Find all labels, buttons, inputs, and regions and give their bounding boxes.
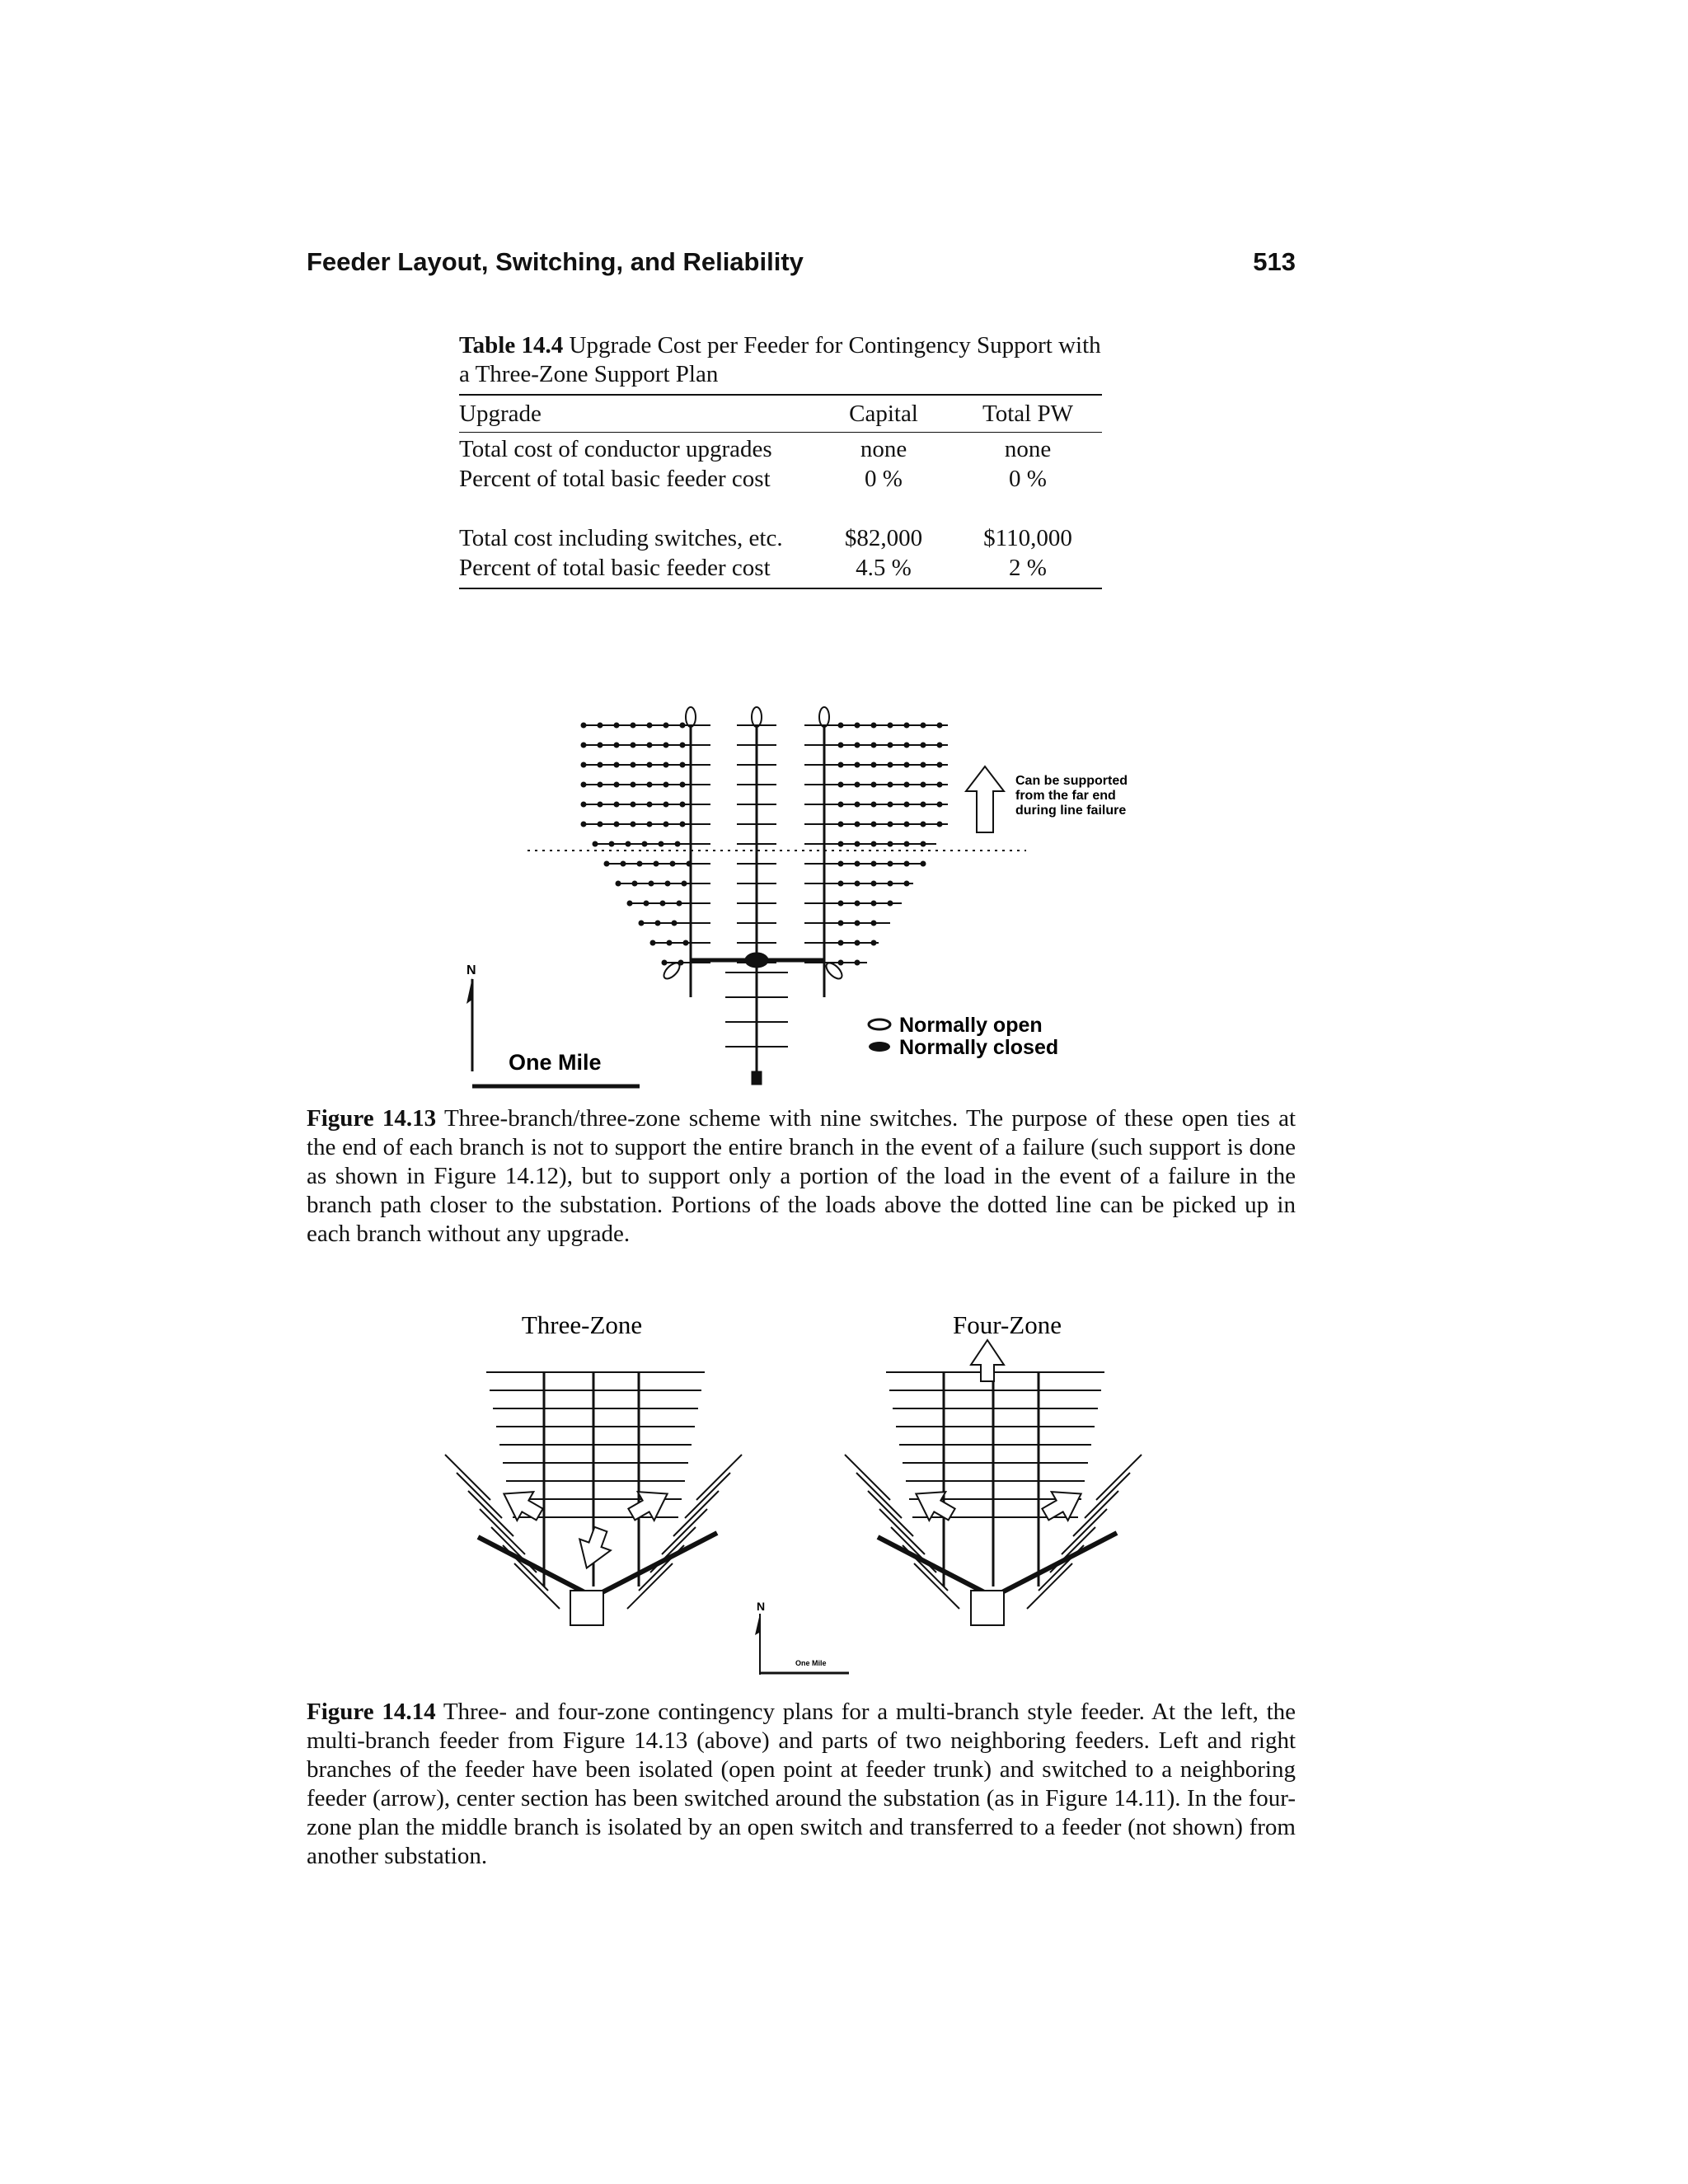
closed-switch-icon — [745, 953, 768, 968]
load-point — [838, 960, 843, 965]
lateral-line — [685, 1473, 730, 1518]
load-point — [888, 841, 893, 846]
load-point — [598, 762, 603, 767]
load-point — [904, 881, 909, 886]
load-point — [614, 762, 619, 767]
scale-label: One Mile — [795, 1659, 827, 1667]
load-point — [631, 762, 635, 767]
load-point — [838, 881, 843, 886]
load-point — [581, 802, 586, 807]
table-cell: $82,000 — [844, 525, 923, 551]
load-point — [581, 723, 586, 728]
three-zone-feeder — [445, 1372, 742, 1609]
legend-normally-open: Normally open — [899, 1014, 1043, 1037]
load-point — [593, 841, 598, 846]
load-point — [663, 743, 668, 748]
load-point — [598, 822, 603, 827]
load-point — [888, 822, 893, 827]
load-point — [654, 861, 659, 866]
load-point — [888, 861, 893, 866]
load-point — [937, 762, 942, 767]
load-point — [631, 743, 635, 748]
load-point — [855, 743, 860, 748]
transfer-arrow-icon — [623, 1479, 675, 1529]
transfer-arrow-icon — [907, 1479, 959, 1529]
substation-box — [971, 1591, 1004, 1625]
chapter-title: Feeder Layout, Switching, and Reliability — [307, 247, 804, 276]
north-label: N — [757, 1600, 766, 1613]
load-point — [677, 901, 682, 906]
load-point — [937, 802, 942, 807]
lateral-line — [868, 1491, 913, 1536]
load-point — [888, 782, 893, 787]
load-point — [581, 822, 586, 827]
lateral-line — [457, 1473, 502, 1518]
load-point — [871, 861, 876, 866]
load-point — [639, 921, 644, 926]
page-number: 513 — [1253, 247, 1296, 276]
lateral-line — [673, 1491, 719, 1536]
load-point — [937, 782, 942, 787]
neighbor-feeder-line — [878, 1537, 989, 1595]
load-point — [904, 723, 909, 728]
load-point — [904, 762, 909, 767]
figure-label: Figure 14.13 — [307, 1105, 437, 1132]
table-cell: 0 % — [865, 466, 903, 492]
load-point — [871, 841, 876, 846]
load-point — [838, 782, 843, 787]
load-point — [614, 822, 619, 827]
load-point — [644, 901, 649, 906]
col-header-capital: Capital — [849, 401, 918, 427]
load-point — [937, 743, 942, 748]
lateral-line — [856, 1473, 902, 1518]
closed-switch-legend-icon — [869, 1042, 890, 1052]
substation-icon — [752, 1071, 762, 1085]
col-header-upgrade: Upgrade — [459, 401, 542, 427]
load-point — [631, 822, 635, 827]
open-switch-icon — [752, 707, 762, 727]
load-point — [921, 782, 926, 787]
load-point — [604, 861, 609, 866]
table-caption-label: Table 14.4 — [459, 332, 564, 359]
lateral-line — [1096, 1455, 1142, 1500]
open-switch-icon — [819, 707, 829, 727]
load-point — [642, 841, 647, 846]
load-point — [680, 802, 685, 807]
load-point — [647, 743, 652, 748]
legend-normally-closed: Normally closed — [899, 1036, 1059, 1059]
load-point — [904, 802, 909, 807]
load-point — [621, 861, 626, 866]
lateral-line — [696, 1455, 742, 1500]
neighbor-feeder-line — [598, 1533, 717, 1595]
table-cell: $110,000 — [983, 525, 1072, 551]
figure-14-13-diagram — [467, 707, 1128, 1086]
load-point — [921, 861, 926, 866]
load-point — [626, 841, 631, 846]
load-point — [855, 940, 860, 945]
load-point — [650, 940, 655, 945]
four-zone-feeder — [845, 1372, 1142, 1609]
load-point — [838, 921, 843, 926]
load-point — [871, 940, 876, 945]
load-point — [921, 822, 926, 827]
load-point — [663, 802, 668, 807]
load-point — [871, 762, 876, 767]
load-point — [855, 782, 860, 787]
load-point — [662, 960, 667, 965]
load-point — [904, 782, 909, 787]
load-point — [838, 743, 843, 748]
load-point — [888, 762, 893, 767]
load-point — [921, 743, 926, 748]
load-point — [631, 802, 635, 807]
figure-14-13-caption — [307, 1104, 1296, 1249]
load-point — [855, 901, 860, 906]
load-point — [680, 723, 685, 728]
load-point — [855, 802, 860, 807]
load-point — [904, 841, 909, 846]
load-point — [637, 861, 642, 866]
load-point — [647, 782, 652, 787]
load-point — [614, 723, 619, 728]
load-point — [888, 881, 893, 886]
table-cell: Percent of total basic feeder cost — [459, 555, 771, 581]
load-point — [921, 802, 926, 807]
load-point — [937, 822, 942, 827]
neighbor-feeder-line — [997, 1533, 1117, 1595]
up-arrow-icon — [966, 766, 1004, 832]
table-cell: Total cost of conductor upgrades — [459, 436, 772, 462]
load-point — [937, 723, 942, 728]
load-point — [667, 940, 672, 945]
lateral-line — [445, 1455, 490, 1500]
load-point — [855, 762, 860, 767]
load-point — [680, 782, 685, 787]
load-point — [649, 881, 654, 886]
load-point — [614, 782, 619, 787]
load-point — [598, 743, 603, 748]
col-header-total-pw: Total PW — [982, 401, 1073, 427]
annotation-line: Can be supported — [1015, 774, 1128, 788]
table-caption-text: Upgrade Cost per Feeder for Contingency Support with a Three-Zone Support Plan — [459, 332, 1101, 387]
table-cell: Total cost including switches, etc. — [459, 525, 783, 551]
transfer-arrow-icon — [495, 1479, 547, 1529]
load-point — [888, 723, 893, 728]
load-point — [904, 743, 909, 748]
load-point — [680, 822, 685, 827]
load-point — [871, 743, 876, 748]
load-point — [665, 881, 670, 886]
load-point — [682, 881, 687, 886]
table-cell: none — [860, 436, 907, 462]
load-point — [614, 802, 619, 807]
load-point — [888, 802, 893, 807]
open-switch-icon — [686, 707, 696, 727]
load-point — [631, 782, 635, 787]
figure-label: Figure 14.14 — [307, 1699, 436, 1725]
load-point — [921, 723, 926, 728]
load-point — [598, 782, 603, 787]
feeder-network — [581, 707, 948, 1085]
load-point — [888, 901, 893, 906]
load-point — [632, 881, 637, 886]
lateral-line — [1085, 1473, 1130, 1518]
neighbor-feeder-line — [478, 1537, 589, 1595]
substation-box — [570, 1591, 603, 1625]
load-point — [871, 822, 876, 827]
load-point — [581, 762, 586, 767]
annotation-line: during line failure — [1015, 804, 1127, 818]
load-point — [904, 822, 909, 827]
table-cell: Percent of total basic feeder cost — [459, 466, 771, 492]
caption-text: Three-branch/three-zone scheme with nine switches. The purpose of these open ties at the end of each branch is not to support the entire branch in the event of a failure (such support is done as shown in Figure 14.12), but to support only a portion of the load in the event of a failure in the branch path closer to the substation. Portions of the loads above the dotted line can be picked up in each branch without any upgrade. — [307, 1105, 1296, 1247]
load-point — [675, 841, 680, 846]
load-point — [670, 861, 675, 866]
transfer-arrow-icon — [1037, 1479, 1089, 1529]
load-point — [855, 822, 860, 827]
load-point — [631, 723, 635, 728]
load-point — [855, 881, 860, 886]
load-point — [672, 921, 677, 926]
load-point — [647, 723, 652, 728]
table-cell: 0 % — [1009, 466, 1047, 492]
load-point — [888, 743, 893, 748]
load-point — [659, 841, 663, 846]
three-zone-title: Three-Zone — [521, 1310, 643, 1339]
load-point — [871, 802, 876, 807]
load-point — [838, 762, 843, 767]
load-point — [663, 762, 668, 767]
load-point — [616, 881, 621, 886]
north-label: N — [467, 963, 476, 977]
load-point — [855, 723, 860, 728]
load-point — [680, 743, 685, 748]
load-point — [614, 743, 619, 748]
load-point — [581, 743, 586, 748]
load-point — [838, 841, 843, 846]
load-point — [663, 822, 668, 827]
load-point — [683, 940, 688, 945]
caption-text: Three- and four-zone contingency plans for a multi-branch style feeder. At the left, the multi-branch feeder from Figure 14.13 (above) and parts of two neighboring feeders. Left and right branches of the feeder have been isolated (open point at feeder trunk) and switched to a neighboring feeder (arrow), center section has been switched around the substation (as in Figure 14.11). In the four-zone plan the middle branch is isolated by an open switch and transferred to a feeder (not shown) from another substation. — [307, 1699, 1296, 1869]
figure-14-14-diagram — [445, 1310, 1142, 1675]
load-point — [871, 921, 876, 926]
table-cell: 2 % — [1009, 555, 1047, 581]
load-point — [627, 901, 632, 906]
load-point — [598, 723, 603, 728]
load-point — [921, 841, 926, 846]
scale-label: One Mile — [509, 1050, 602, 1075]
load-point — [838, 861, 843, 866]
load-point — [680, 762, 685, 767]
load-point — [855, 921, 860, 926]
load-point — [663, 782, 668, 787]
load-point — [871, 723, 876, 728]
load-point — [838, 940, 843, 945]
lateral-line — [845, 1455, 890, 1500]
load-point — [871, 782, 876, 787]
load-point — [660, 901, 665, 906]
load-point — [855, 861, 860, 866]
table-cell: none — [1004, 436, 1052, 462]
table-cell: 4.5 % — [856, 555, 912, 581]
load-point — [581, 782, 586, 787]
load-point — [838, 822, 843, 827]
figure-14-14-caption — [307, 1698, 1296, 1871]
load-point — [598, 802, 603, 807]
load-point — [855, 960, 860, 965]
load-point — [838, 901, 843, 906]
load-point — [647, 822, 652, 827]
load-point — [655, 921, 660, 926]
annotation-line: from the far end — [1015, 789, 1116, 803]
load-point — [855, 841, 860, 846]
load-point — [647, 762, 652, 767]
load-point — [871, 881, 876, 886]
load-point — [647, 802, 652, 807]
load-point — [871, 901, 876, 906]
load-point — [838, 802, 843, 807]
load-point — [609, 841, 614, 846]
load-point — [838, 723, 843, 728]
load-point — [921, 762, 926, 767]
open-switch-legend-icon — [869, 1019, 890, 1029]
load-point — [663, 723, 668, 728]
up-arrow-icon — [971, 1340, 1004, 1381]
four-zone-title: Four-Zone — [953, 1310, 1062, 1339]
load-point — [904, 861, 909, 866]
